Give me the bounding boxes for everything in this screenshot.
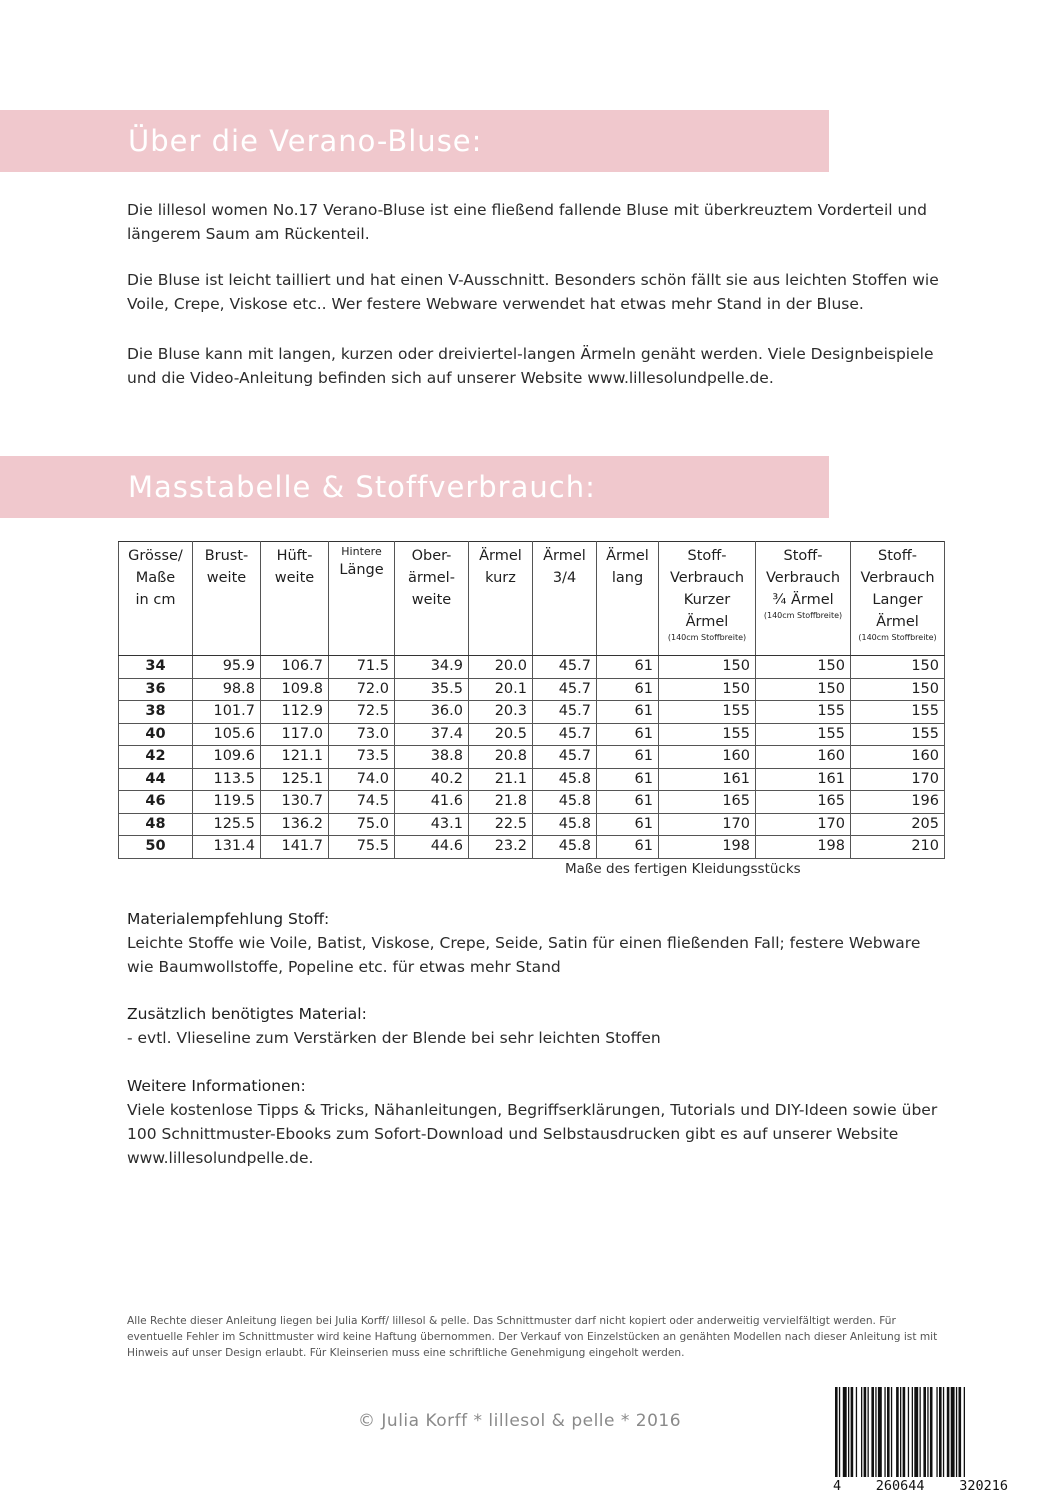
header-size: [119, 542, 193, 656]
header-line: Ärmel: [876, 614, 919, 630]
value-cell: 155: [851, 723, 945, 746]
barcode-bar: [900, 1387, 901, 1477]
table-row: [119, 701, 945, 724]
barcode-bar: [835, 1387, 838, 1477]
value-cell: 45.8: [533, 813, 597, 836]
value-cell: 150: [851, 656, 945, 679]
value-cell: 61: [597, 836, 659, 859]
header-line: ¾ Ärmel: [772, 592, 834, 608]
header-line: Langer: [872, 592, 923, 608]
size-cell: 46: [119, 791, 193, 814]
value-cell: 20.1: [469, 678, 533, 701]
barcode-image: [833, 1387, 1008, 1477]
value-cell: 43.1: [395, 813, 469, 836]
value-cell: 35.5: [395, 678, 469, 701]
table-row: [119, 791, 945, 814]
legal-notice: Alle Rechte dieser Anleitung liegen bei Julia Korff/ lillesol & pelle. Das Schnittmuster darf nicht kopiert oder anderweitig vervielfältigt werden. Für eventuelle Fehler im Schnittmuster wird keine Haftung übernommen. Der Verkauf von Einzelstücken an genähten Modellen nach dieser Anleitung ist mit Hinweis auf unser Design erlaubt. Für Kleinserien muss eine schriftliche Genehmigung eingeholt werden.: [127, 1315, 938, 1359]
value-cell: 74.5: [329, 791, 395, 814]
barcode-bar: [939, 1387, 942, 1477]
value-cell: 74.0: [329, 768, 395, 791]
header-line: Stoff-: [687, 548, 727, 564]
barcode-bar: [923, 1387, 926, 1477]
value-cell: 45.8: [533, 836, 597, 859]
barcode-bar: [896, 1387, 899, 1477]
barcode-bar: [930, 1387, 933, 1477]
value-cell: 72.0: [329, 678, 395, 701]
barcode-digit-group: 260644: [875, 1478, 925, 1494]
size-cell: 38: [119, 701, 193, 724]
barcode-bar: [887, 1387, 890, 1477]
info-heading: Weitere Informationen:: [127, 1077, 306, 1095]
value-cell: 106.7: [261, 656, 329, 679]
barcode-digit-group: 4: [833, 1478, 842, 1494]
header-size-line: Grösse/: [128, 548, 183, 564]
about-heading: Über die Verano-Bluse:: [128, 124, 483, 158]
value-cell: 61: [597, 746, 659, 769]
header-stoff-kurz: [659, 542, 756, 656]
barcode-bar: [871, 1387, 874, 1477]
value-cell: 61: [597, 656, 659, 679]
value-cell: 150: [659, 678, 756, 701]
header-line: Kurzer: [683, 592, 731, 608]
header-size-line: Maße: [135, 570, 176, 586]
barcode-bar: [912, 1387, 913, 1477]
value-cell: 160: [659, 746, 756, 769]
value-cell: 61: [597, 723, 659, 746]
header-line-small: Hintere: [341, 545, 382, 558]
barcode-bar: [864, 1387, 867, 1477]
value-cell: 112.9: [261, 701, 329, 724]
header-line: Verbrauch: [669, 570, 745, 586]
about-paragraph-3: Die Bluse kann mit langen, kurzen oder dreiviertel-langen Ärmeln genäht werden. Viele Designbeispiele und die Video-Anleitung befinden sich auf unserer Website www.lillesolundpelle.de.: [127, 345, 934, 387]
size-cell: 44: [119, 768, 193, 791]
header-size-line: in cm: [135, 592, 176, 608]
value-cell: 136.2: [261, 813, 329, 836]
barcode-bar: [875, 1387, 876, 1477]
header-line: Ärmel: [479, 548, 522, 564]
value-cell: 150: [851, 678, 945, 701]
about-paragraph-1: Die lillesol women No.17 Verano-Bluse ist eine fließend fallende Bluse mit überkreuztem Vorderteil und längerem Saum am Rückenteil.: [127, 201, 927, 243]
header-line: Ärmel: [543, 548, 586, 564]
value-cell: 130.7: [261, 791, 329, 814]
value-cell: 98.8: [193, 678, 261, 701]
header-brustweite: [193, 542, 261, 656]
header-armel-34: [533, 542, 597, 656]
value-cell: 150: [756, 678, 851, 701]
value-cell: 21.1: [469, 768, 533, 791]
barcode-bar: [848, 1387, 849, 1477]
header-line: kurz: [485, 570, 516, 586]
table-row: [119, 723, 945, 746]
barcode-bar: [908, 1387, 909, 1477]
header-huftweite: [261, 542, 329, 656]
size-cell: 34: [119, 656, 193, 679]
barcode-bar: [861, 1387, 862, 1477]
value-cell: 170: [851, 768, 945, 791]
value-cell: 21.8: [469, 791, 533, 814]
barcode-bar: [943, 1387, 944, 1477]
value-cell: 161: [659, 768, 756, 791]
value-cell: 198: [659, 836, 756, 859]
size-cell: 48: [119, 813, 193, 836]
header-line: Stoff-: [878, 548, 917, 564]
barcode-bar: [959, 1387, 962, 1477]
value-cell: 45.8: [533, 791, 597, 814]
header-line: weite: [206, 570, 247, 586]
value-cell: 170: [659, 813, 756, 836]
value-cell: 61: [597, 768, 659, 791]
value-cell: 37.4: [395, 723, 469, 746]
barcode-bar: [878, 1387, 882, 1477]
header-line: Hüft-: [276, 548, 313, 564]
value-cell: 113.5: [193, 768, 261, 791]
size-cell: 36: [119, 678, 193, 701]
barcode-bar: [964, 1387, 965, 1477]
table-row: [119, 813, 945, 836]
value-cell: 155: [659, 701, 756, 724]
table-row: [119, 836, 945, 859]
header-line: ärmel-: [408, 570, 455, 586]
value-cell: 141.7: [261, 836, 329, 859]
barcode-bar: [936, 1387, 937, 1477]
value-cell: 119.5: [193, 791, 261, 814]
value-cell: 20.0: [469, 656, 533, 679]
header-stoff-34: [756, 542, 851, 656]
barcode-bar: [891, 1387, 892, 1477]
value-cell: 198: [756, 836, 851, 859]
value-cell: 23.2: [469, 836, 533, 859]
barcode-bar: [884, 1387, 885, 1477]
header-note: (140cm Stoffbreite): [667, 633, 747, 642]
value-cell: 45.7: [533, 723, 597, 746]
info-body: Viele kostenlose Tipps & Tricks, Nähanleitungen, Begriffserklärungen, Tutorials und DIY-Ideen sowie über 100 Schnittmuster-Ebooks zum Sofort-Download und Selbstausdrucken gibt es auf unserer Website www.lillesolundpelle.de.: [127, 1101, 938, 1167]
table-row: [119, 746, 945, 769]
header-line: 3/4: [552, 570, 577, 586]
value-cell: 196: [851, 791, 945, 814]
value-cell: 22.5: [469, 813, 533, 836]
value-cell: 61: [597, 791, 659, 814]
additional-body: - evtl. Vlieseline zum Verstärken der Blende bei sehr leichten Stoffen: [127, 1029, 661, 1047]
value-cell: 170: [756, 813, 851, 836]
size-cell: 42: [119, 746, 193, 769]
header-line: weite: [411, 592, 452, 608]
value-cell: 210: [851, 836, 945, 859]
value-cell: 101.7: [193, 701, 261, 724]
header-line: Stoff-: [783, 548, 823, 564]
about-paragraph-2: Die Bluse ist leicht tailliert und hat einen V-Ausschnitt. Besonders schön fällt sie aus leichten Stoffen wie Voile, Crepe, Viskose etc.. Wer festere Webware verwendet hat etwas mehr Stand in der Bluse.: [127, 271, 939, 313]
value-cell: 73.0: [329, 723, 395, 746]
header-stoff-lang: [851, 542, 945, 656]
value-cell: 41.6: [395, 791, 469, 814]
value-cell: 44.6: [395, 836, 469, 859]
header-armel-lang: [597, 542, 659, 656]
value-cell: 36.0: [395, 701, 469, 724]
value-cell: 155: [659, 723, 756, 746]
value-cell: 160: [851, 746, 945, 769]
value-cell: 125.1: [261, 768, 329, 791]
barcode-bar: [956, 1387, 957, 1477]
value-cell: 205: [851, 813, 945, 836]
header-line: Ärmel: [685, 614, 729, 630]
header-line: Länge: [339, 562, 384, 578]
table-header-row: [119, 542, 945, 656]
value-cell: 34.9: [395, 656, 469, 679]
value-cell: 73.5: [329, 746, 395, 769]
value-cell: 45.7: [533, 701, 597, 724]
value-cell: 72.5: [329, 701, 395, 724]
header-line: weite: [274, 570, 315, 586]
table-row: [119, 768, 945, 791]
table-row: [119, 678, 945, 701]
size-table: [118, 541, 945, 859]
about-banner: [0, 110, 829, 172]
value-cell: 61: [597, 813, 659, 836]
header-line: Verbrauch: [765, 570, 841, 586]
barcode-bar: [927, 1387, 928, 1477]
value-cell: 61: [597, 701, 659, 724]
barcode-bar: [856, 1387, 857, 1477]
header-line: lang: [611, 570, 644, 586]
value-cell: 150: [756, 656, 851, 679]
value-cell: 150: [659, 656, 756, 679]
additional-heading: Zusätzlich benötigtes Material:: [127, 1005, 367, 1023]
barcode-bar: [914, 1387, 918, 1477]
value-cell: 20.3: [469, 701, 533, 724]
value-cell: 117.0: [261, 723, 329, 746]
value-cell: 165: [659, 791, 756, 814]
barcode-number: [833, 1478, 1008, 1494]
barcode-bar: [920, 1387, 921, 1477]
header-note: (140cm Stoffbreite): [858, 633, 937, 642]
barcode-bar: [843, 1387, 847, 1477]
copyright: © Julia Korff * lillesol & pelle * 2016: [358, 1411, 682, 1431]
value-cell: 20.5: [469, 723, 533, 746]
value-cell: 160: [756, 746, 851, 769]
value-cell: 155: [756, 701, 851, 724]
value-cell: 109.6: [193, 746, 261, 769]
size-cell: 40: [119, 723, 193, 746]
header-line: Brust-: [204, 548, 249, 564]
value-cell: 121.1: [261, 746, 329, 769]
value-cell: 161: [756, 768, 851, 791]
barcode-digit-group: 320216: [959, 1478, 1008, 1494]
value-cell: 155: [851, 701, 945, 724]
value-cell: 131.4: [193, 836, 261, 859]
value-cell: 155: [756, 723, 851, 746]
value-cell: 95.9: [193, 656, 261, 679]
value-cell: 20.8: [469, 746, 533, 769]
value-cell: 75.5: [329, 836, 395, 859]
header-oberarmelweite: [395, 542, 469, 656]
table-caption: Maße des fertigen Kleidungsstücks: [565, 861, 801, 877]
value-cell: 45.7: [533, 656, 597, 679]
barcode-bar: [868, 1387, 869, 1477]
barcode-bar: [839, 1387, 840, 1477]
barcode-bar: [903, 1387, 906, 1477]
barcode-bar: [947, 1387, 950, 1477]
table-banner: [0, 456, 829, 518]
table-heading: Masstabelle & Stoffverbrauch:: [128, 470, 596, 504]
value-cell: 40.2: [395, 768, 469, 791]
barcode-bar: [951, 1387, 955, 1477]
value-cell: 45.7: [533, 678, 597, 701]
header-note: (140cm Stoffbreite): [763, 611, 843, 620]
value-cell: 105.6: [193, 723, 261, 746]
value-cell: 109.8: [261, 678, 329, 701]
table-row: [119, 656, 945, 679]
material-heading: Materialempfehlung Stoff:: [127, 910, 330, 928]
header-line: Ober-: [411, 548, 452, 564]
value-cell: 38.8: [395, 746, 469, 769]
value-cell: 75.0: [329, 813, 395, 836]
header-armel-kurz: [469, 542, 533, 656]
value-cell: 61: [597, 678, 659, 701]
value-cell: 125.5: [193, 813, 261, 836]
header-hintere-lange: [329, 542, 395, 656]
header-line: Ärmel: [606, 548, 649, 564]
header-line: Verbrauch: [860, 570, 935, 586]
value-cell: 45.8: [533, 768, 597, 791]
size-cell: 50: [119, 836, 193, 859]
value-cell: 45.7: [533, 746, 597, 769]
value-cell: 165: [756, 791, 851, 814]
material-body: Leichte Stoffe wie Voile, Batist, Viskose, Crepe, Seide, Satin für einen fließenden Fall; festere Webware wie Baumwollstoffe, Popeline etc. für etwas mehr Stand: [127, 934, 921, 976]
barcode-bar: [851, 1387, 854, 1477]
value-cell: 71.5: [329, 656, 395, 679]
